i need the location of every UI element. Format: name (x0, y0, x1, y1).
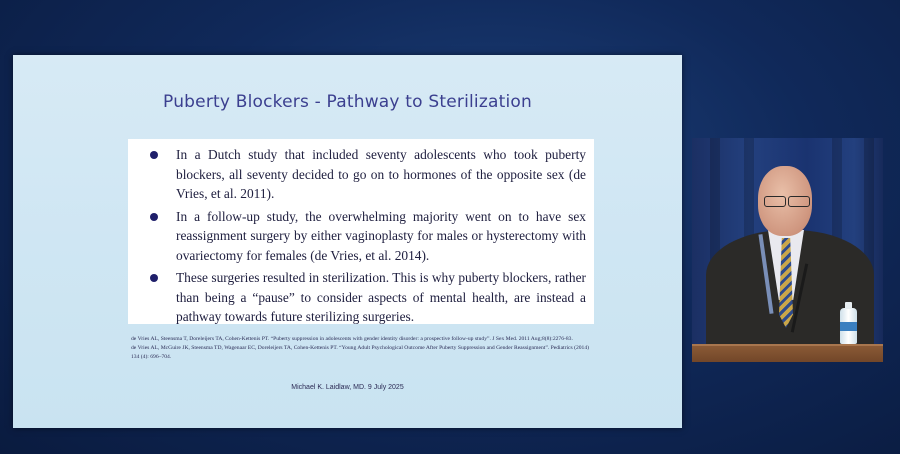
speaker-video (692, 138, 883, 362)
bullet-text: In a follow-up study, the overwhelming majority went on to have sex reassignment surgery by either vaginoplasty for males or hysterectomy with ovariectomy for females (de Vries, et al. 2014). (176, 208, 586, 263)
glasses-icon (762, 196, 812, 205)
bullet-list (128, 139, 594, 324)
podium (692, 344, 883, 362)
reference-item: de Vries AL, McGuire JK, Steensma TD, Wagenaar EC, Doreleijers TA, Cohen-Kettenis PT. “Young Adult Psychological Outcome After Puberty Suppression and Gender Reassignment”. Pediatrics (2014) 134 (4): 696–704. (131, 345, 589, 360)
references (131, 335, 596, 362)
bullet-dot-icon (150, 274, 158, 282)
reference-item: de Vries AL, Steensma T, Doreleijers TA, Cohen-Kettenis PT. “Puberty suppression in adolescents with gender identity disorder: a prospective follow-up study”. J Sex Med. 2011 Aug;8(8):2276-83. (131, 336, 573, 342)
bullet-text: These surgeries resulted in sterilization. This is why puberty blockers, rather than being a “pause” to consider aspects of mental health, are instead a pathway towards future sterilizing surgeries. (176, 270, 586, 324)
bullet-dot-icon (150, 213, 158, 221)
bullet-item (150, 207, 586, 266)
bullet-item (150, 268, 586, 327)
slide-credit: Michael K. Laidlaw, MD. 9 July 2025 (291, 384, 404, 391)
slide-title: Puberty Blockers - Pathway to Sterilization (163, 92, 532, 112)
bullet-dot-icon (150, 151, 158, 159)
presentation-slide (13, 55, 682, 428)
bullet-text: In a Dutch study that included seventy adolescents who took puberty blockers, all seventy decided to go on to hormones of the opposite sex (de Vries, et al. 2011). (176, 147, 586, 201)
bullet-item (150, 145, 586, 204)
water-bottle-icon (840, 308, 857, 344)
